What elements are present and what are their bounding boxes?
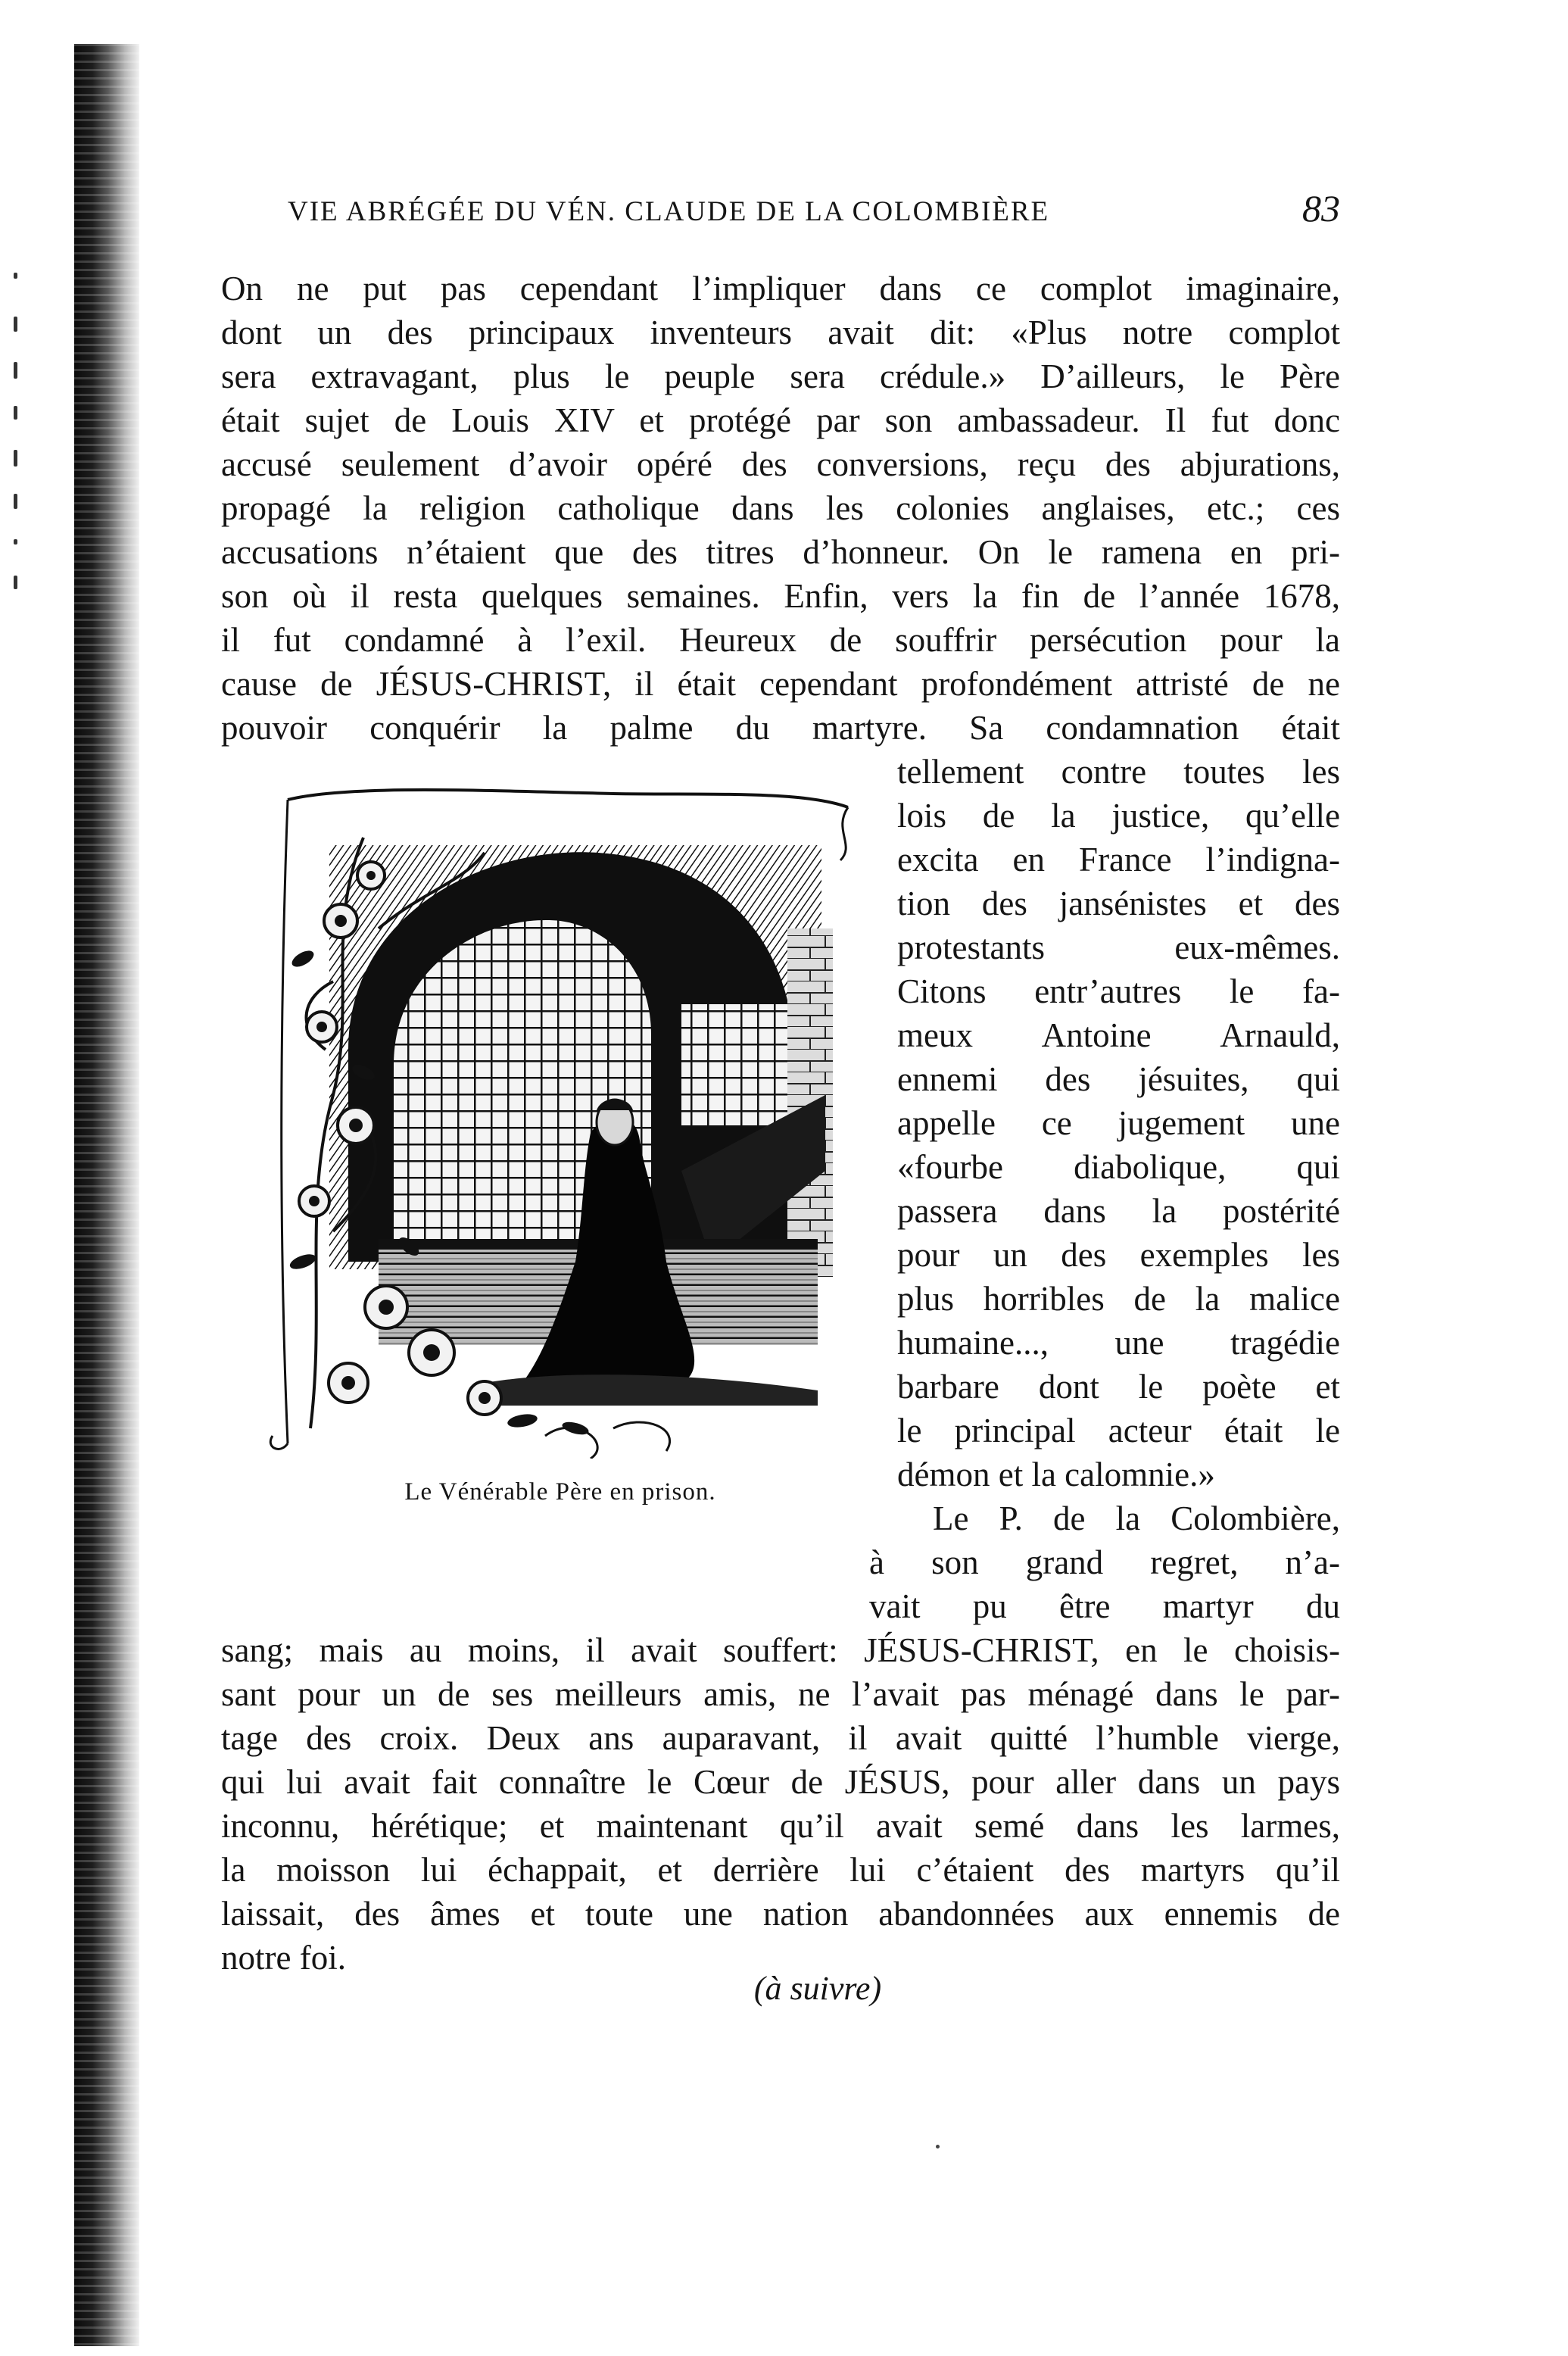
text-line: sang; mais au moins, il avait souffert: JÉSUS-CHRIST, en le choisis- [221, 1631, 1340, 1669]
figure-caption: Le Vénérable Père en prison. [404, 1478, 716, 1506]
text-line: le principal acteur était le [897, 1412, 1340, 1449]
text-line: était sujet de Louis XIV et protégé par son ambassadeur. Il fut donc [221, 401, 1340, 439]
text-line: passera dans la postérité [897, 1192, 1340, 1230]
text-line: la moisson lui échappait, et derrière lui c’étaient des martyrs qu’il [221, 1851, 1340, 1889]
text-line: sant pour un de ses meilleurs amis, ne l’avait pas ménagé dans le par- [221, 1675, 1340, 1713]
running-head: VIE ABRÉGÉE DU VÉN. CLAUDE DE LA COLOMBIÈRE [288, 196, 1050, 227]
text-line: notre foi. [221, 1939, 346, 1977]
text-line: accusations n’étaient que des titres d’honneur. On le ramena en pri- [221, 533, 1340, 571]
margin-specks [0, 0, 45, 2356]
text-line: il fut condamné à l’exil. Heureux de souffrir persécution pour la [221, 621, 1340, 659]
text-line: son où il resta quelques semaines. Enfin, vers la fin de l’année 1678, [221, 577, 1340, 615]
text-line: propagé la religion catholique dans les colonies anglaises, etc.; ces [221, 489, 1340, 527]
prison-engraving [257, 777, 869, 1459]
text-line: sera extravagant, plus le peuple sera crédule.» D’ailleurs, le Père [221, 357, 1340, 395]
text-line: dont un des principaux inventeurs avait dit: «Plus notre complot [221, 314, 1340, 351]
text-line: tion des jansénistes et des [897, 885, 1340, 922]
text-line: tage des croix. Deux ans auparavant, il avait quitté l’humble vierge, [221, 1719, 1340, 1757]
text-line: accusé seulement d’avoir opéré des conversions, reçu des abjurations, [221, 445, 1340, 483]
text-line: pour un des exemples les [897, 1236, 1340, 1274]
text-line: On ne put pas cependant l’impliquer dans ce complot imaginaire, [221, 270, 1340, 307]
text-line: tellement contre toutes les [897, 753, 1340, 791]
text-line: meux Antoine Arnauld, [897, 1016, 1340, 1054]
page-number: 83 [1302, 187, 1340, 229]
text-line: laissait, des âmes et toute une nation abandonnées aux ennemis de [221, 1895, 1340, 1933]
stray-mark [936, 2145, 940, 2148]
text-line: humaine..., une tragédie [897, 1324, 1340, 1362]
text-line: plus horribles de la malice [897, 1280, 1340, 1318]
text-line: protestants eux-mêmes. [897, 928, 1340, 966]
text-line: pouvoir conquérir la palme du martyre. Sa condamnation était [221, 709, 1340, 747]
text-line: excita en France l’indigna- [897, 841, 1340, 878]
text-line: appelle ce jugement une [897, 1104, 1340, 1142]
text-line: «fourbe diabolique, qui [897, 1148, 1340, 1186]
text-line: Le P. de la Colombière, [933, 1499, 1340, 1537]
text-line: inconnu, hérétique; et maintenant qu’il avait semé dans les larmes, [221, 1807, 1340, 1845]
text-line: ennemi des jésuites, qui [897, 1060, 1340, 1098]
to-be-continued: (à suivre) [753, 1970, 882, 2007]
text-line: barbare dont le poète et [897, 1368, 1340, 1406]
page-binding-edge [74, 44, 139, 2346]
text-line: vait pu être martyr du [869, 1587, 1340, 1625]
text-line: lois de la justice, qu’elle [897, 797, 1340, 835]
text-line: à son grand regret, n’a- [869, 1543, 1340, 1581]
text-line: cause de JÉSUS-CHRIST, il était cependant profondément attristé de ne [221, 665, 1340, 703]
text-line: Citons entr’autres le fa- [897, 972, 1340, 1010]
text-line: démon et la calomnie.» [897, 1456, 1215, 1493]
text-line: qui lui avait fait connaître le Cœur de JÉSUS, pour aller dans un pays [221, 1763, 1340, 1801]
